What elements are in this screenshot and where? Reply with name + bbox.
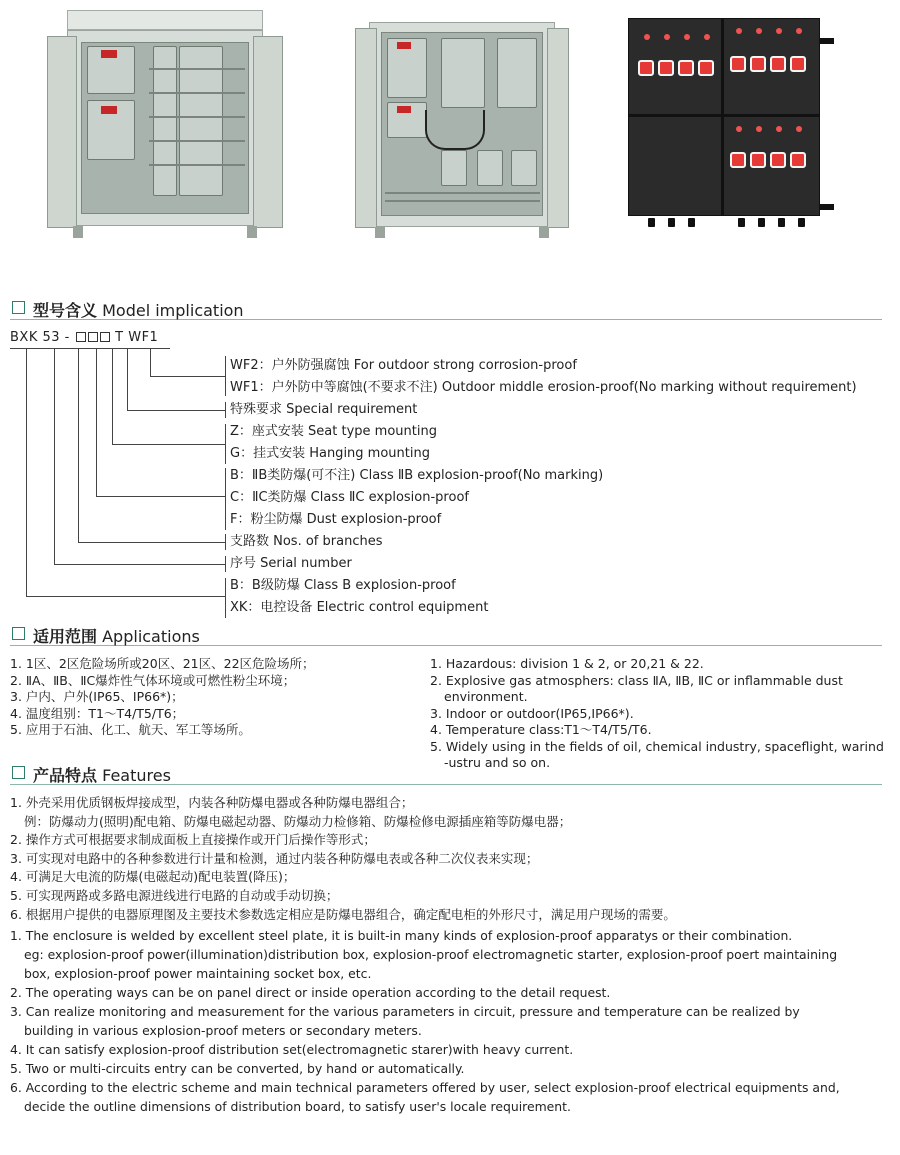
list-item: 5. 可实现两路或多路电源进线进行电路的自动或手动切换； (10, 887, 339, 903)
placeholder-box-icon (100, 332, 110, 342)
list-item: 6. According to the electric scheme and main technical parameters offered by user, select explosion-proof electrical equipments and, (10, 1080, 840, 1095)
list-item: environment. (444, 689, 528, 704)
list-item: 5. Two or multi-circuits entry can be converted, by hand or automatically. (10, 1061, 465, 1076)
checkbox-icon (12, 766, 25, 779)
list-item: 1. The enclosure is welded by excellent steel plate, it is built-in many kinds of explosion-proof apparatys or their combination. (10, 928, 793, 943)
list-item: 6. 根据用户提供的电器原理图及主要技术参数选定相应是防爆电器组合，确定配电柜的外形尺寸，满足用户现场的需要。 (10, 906, 676, 922)
model-item: Z：座式安装 Seat type mounting (230, 424, 437, 439)
model-item: 特殊要求 Special requirement (230, 402, 418, 417)
model-item: B：B级防爆 Class B explosion-proof (230, 578, 456, 593)
list-item: decide the outline dimensions of distribution board, to satisfy user's locale requirement. (24, 1099, 571, 1114)
placeholder-box-icon (88, 332, 98, 342)
list-item: 2. The operating ways can be on panel direct or inside operation according to the detail request. (10, 985, 611, 1000)
applications-section-header (10, 624, 882, 646)
model-item: B：ⅡB类防爆(可不注) Class ⅡB explosion-proof(No marking) (230, 468, 604, 483)
list-item: 3. Can realize monitoring and measurement for the various parameters in circuit, pressure and temperature can be realized by (10, 1004, 800, 1019)
list-item: 3. 可实现对电路中的各种参数进行计量和检测，通过内装各种防爆电表或各种二次仪表来实现； (10, 850, 539, 866)
list-item: 5. Widely using in the fields of oil, chemical industry, spaceflight, warind (430, 738, 884, 754)
list-item: 2. 操作方式可根据要求制成面板上直接操作或开门后操作等形式； (10, 832, 376, 848)
list-item: eg: explosion-proof power(illumination)distribution box, explosion-proof electromagnetic starter, explosion-proof poert maintaining (24, 947, 838, 962)
model-item: F：粉尘防爆 Dust explosion-proof (230, 512, 442, 527)
list-item: 4. 可满足大电流的防爆(电磁起动)配电装置(降压)； (10, 869, 296, 885)
list-item: 例：防爆动力(照明)配电箱、防爆电磁起动器、防爆动力检修箱、防爆检修电源插座箱等防爆电器； (24, 813, 572, 829)
list-item: 4. 温度组别：T1～T4/T5/T6； (10, 705, 185, 721)
photo-cabinet-grey-1 (45, 10, 285, 238)
list-item: 4. Temperature class:T1～T4/T5/T6. (430, 722, 652, 737)
features-list-en (10, 926, 895, 1116)
model-code: BXK 53 - T WF1 (10, 330, 159, 345)
list-item: 2. ⅡA、ⅡB、ⅡC爆炸性气体环境或可燃性粉尘环境； (10, 672, 296, 688)
list-item: building in various explosion-proof meters or secondary meters. (24, 1023, 422, 1038)
list-item: -ustru and so on. (444, 755, 551, 770)
list-item: 3. Indoor or outdoor(IP65,IP66*). (430, 705, 634, 721)
applications-section-title: 适用范围 Applications (33, 627, 200, 646)
features-section-header (10, 763, 882, 785)
placeholder-box-icon (76, 332, 86, 342)
model-section-title: 型号含义 Model implication (33, 301, 244, 320)
features-section-title: 产品特点 Features (33, 766, 171, 785)
applications-list-cn (10, 656, 420, 739)
list-item: 2. Explosive gas atmosphers: class ⅡA, ⅡB, ⅡC or inflammable dust (430, 672, 843, 688)
model-section-header (10, 298, 882, 320)
list-item: 5. 应用于石油、化工、航天、军工等场所。 (10, 722, 251, 737)
checkbox-icon (12, 627, 25, 640)
checkbox-icon (12, 301, 25, 314)
list-item: 1. Hazardous: division 1 & 2, or 20,21 & 22. (430, 656, 704, 671)
model-item: G：挂式安装 Hanging mounting (230, 446, 430, 461)
list-item: box, explosion-proof power maintaining socket box, etc. (24, 966, 372, 981)
list-item: 1. 外壳采用优质钢板焊接成型，内装各种防爆电器或各种防爆电器组合； (10, 795, 414, 810)
model-item: WF1：户外防中等腐蚀(不要求不注) Outdoor middle erosion-proof(No marking without requirement) (230, 380, 857, 395)
model-item: XK：电控设备 Electric control equipment (230, 600, 489, 615)
model-item: 序号 Serial number (230, 556, 352, 571)
list-item: 1. 1区、2区危险场所或20区、21区、22区危险场所； (10, 656, 315, 671)
features-list-cn (10, 794, 890, 924)
list-item: 3. 户内、户外(IP65、IP66*)； (10, 689, 184, 704)
model-item: WF2：户外防强腐蚀 For outdoor strong corrosion-proof (230, 358, 577, 373)
applications-list-en (430, 656, 892, 772)
model-item: 支路数 Nos. of branches (230, 534, 383, 549)
list-item: 4. It can satisfy explosion-proof distribution set(electromagnetic starer)with heavy current. (10, 1042, 574, 1057)
photo-panel-black (628, 14, 836, 228)
model-item: C：ⅡC类防爆 Class ⅡC explosion-proof (230, 490, 469, 505)
photo-cabinet-grey-2 (355, 22, 570, 238)
